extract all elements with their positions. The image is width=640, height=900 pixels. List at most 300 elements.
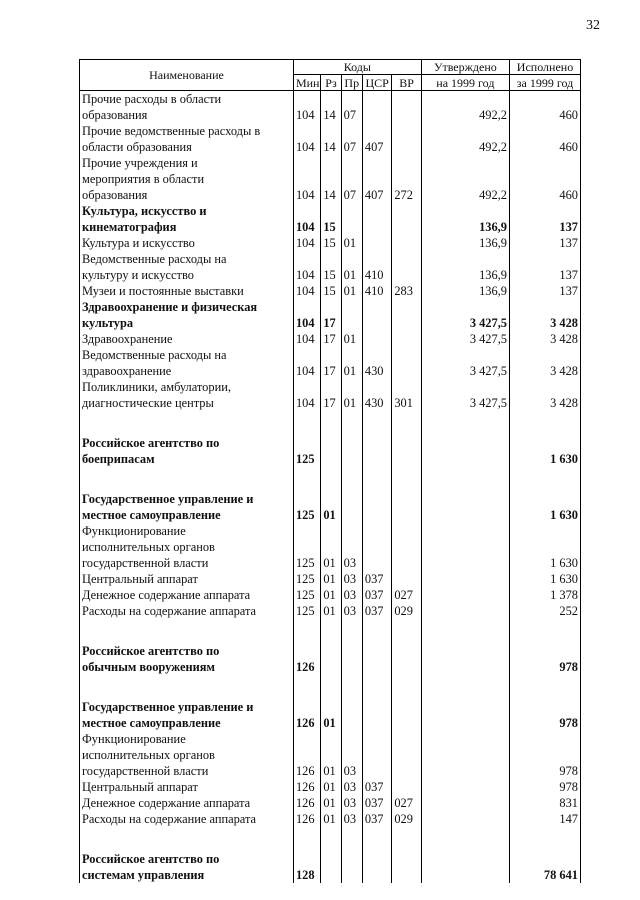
row-name — [80, 435, 294, 467]
cell-executed: 978 — [509, 779, 580, 795]
spacer-cell — [392, 827, 421, 851]
row-name — [80, 643, 294, 675]
cell-csr: 407 — [362, 155, 391, 203]
cell-executed: 978 — [509, 643, 580, 675]
row-name — [80, 235, 294, 251]
cell-executed: 1 630 — [509, 435, 580, 467]
cell-pr — [341, 643, 362, 675]
header-rz: Рз — [321, 75, 341, 91]
table-row — [80, 435, 581, 467]
row-name-line: Государственное управление и — [82, 492, 254, 506]
row-name-line: Расходы на содержание аппарата — [82, 812, 257, 826]
cell-approved — [421, 603, 509, 619]
cell-pr: 01 — [341, 235, 362, 251]
cell-executed: 460 — [509, 155, 580, 203]
cell-approved — [421, 731, 509, 779]
spacer-cell — [421, 619, 509, 643]
spacer-cell — [509, 827, 580, 851]
spacer-cell — [321, 827, 341, 851]
spacer-cell — [362, 827, 391, 851]
row-name-line: системам управления — [82, 868, 205, 882]
cell-vr: 283 — [392, 283, 421, 299]
row-name — [80, 699, 294, 731]
row-name — [80, 795, 294, 811]
cell-rz: 01 — [321, 699, 341, 731]
cell-approved — [421, 643, 509, 675]
cell-executed: 147 — [509, 811, 580, 827]
cell-pr: 03 — [341, 779, 362, 795]
spacer-cell — [362, 411, 391, 435]
cell-pr — [341, 299, 362, 331]
cell-rz: 01 — [321, 811, 341, 827]
row-name — [80, 123, 294, 155]
cell-rz — [321, 851, 341, 883]
row-name — [80, 331, 294, 347]
cell-csr: 410 — [362, 283, 391, 299]
row-name — [80, 779, 294, 795]
cell-executed: 1 630 — [509, 491, 580, 523]
cell-min: 104 — [293, 91, 320, 124]
spacer-cell — [341, 675, 362, 699]
cell-approved — [421, 779, 509, 795]
spacer-cell — [321, 411, 341, 435]
cell-rz: 17 — [321, 379, 341, 411]
cell-csr — [362, 435, 391, 467]
row-name — [80, 155, 294, 203]
header-codes: Коды — [293, 60, 421, 75]
cell-csr — [362, 523, 391, 571]
cell-approved: 136,9 — [421, 203, 509, 235]
cell-approved: 3 427,5 — [421, 331, 509, 347]
cell-pr: 03 — [341, 571, 362, 587]
row-name — [80, 587, 294, 603]
cell-csr — [362, 731, 391, 779]
spacer-row — [80, 675, 581, 699]
row-name — [80, 491, 294, 523]
row-name-line: Музеи и постоянные выставки — [82, 284, 244, 298]
table-row — [80, 283, 581, 299]
cell-csr — [362, 235, 391, 251]
cell-pr — [341, 435, 362, 467]
spacer-cell — [421, 827, 509, 851]
cell-vr — [392, 523, 421, 571]
cell-approved — [421, 851, 509, 883]
row-name-line: Государственное управление и — [82, 700, 254, 714]
spacer-cell — [293, 467, 320, 491]
cell-csr — [362, 851, 391, 883]
spacer-cell — [392, 675, 421, 699]
cell-approved: 492,2 — [421, 91, 509, 124]
cell-vr — [392, 643, 421, 675]
cell-csr — [362, 643, 391, 675]
cell-csr: 037 — [362, 779, 391, 795]
cell-rz: 17 — [321, 331, 341, 347]
spacer-cell — [80, 467, 294, 491]
cell-pr — [341, 491, 362, 523]
cell-rz: 01 — [321, 523, 341, 571]
row-name-line: Ведомственные расходы на — [82, 348, 227, 362]
cell-csr: 407 — [362, 123, 391, 155]
cell-vr — [392, 299, 421, 331]
cell-approved: 136,9 — [421, 235, 509, 251]
spacer-row — [80, 467, 581, 491]
row-name-line: боеприпасам — [82, 452, 155, 466]
cell-rz: 17 — [321, 299, 341, 331]
cell-csr: 430 — [362, 379, 391, 411]
table-row — [80, 731, 581, 779]
cell-approved — [421, 491, 509, 523]
cell-min: 128 — [293, 851, 320, 883]
table-row — [80, 379, 581, 411]
table-row — [80, 91, 581, 124]
cell-executed: 78 641 — [509, 851, 580, 883]
row-name-line: Культура и искусство — [82, 236, 195, 250]
spacer-cell — [509, 411, 580, 435]
cell-csr — [362, 203, 391, 235]
cell-min: 125 — [293, 491, 320, 523]
row-name-line: образования — [82, 108, 148, 122]
cell-vr: 301 — [392, 379, 421, 411]
row-name-line: местное самоуправление — [82, 716, 221, 730]
header-executed-line1: Исполнено — [509, 60, 580, 75]
spacer-cell — [293, 411, 320, 435]
row-name — [80, 251, 294, 283]
row-name-line: исполнительных органов — [82, 540, 215, 554]
cell-min: 126 — [293, 779, 320, 795]
row-name-line: Российское агентство по — [82, 644, 220, 658]
spacer-cell — [321, 619, 341, 643]
cell-vr — [392, 731, 421, 779]
cell-executed: 137 — [509, 251, 580, 283]
cell-min: 104 — [293, 251, 320, 283]
cell-pr: 03 — [341, 587, 362, 603]
cell-pr: 03 — [341, 731, 362, 779]
cell-csr — [362, 699, 391, 731]
cell-csr: 037 — [362, 795, 391, 811]
row-name-line: кинематография — [82, 220, 177, 234]
cell-min: 126 — [293, 731, 320, 779]
cell-approved — [421, 571, 509, 587]
row-name-line: культура — [82, 316, 134, 330]
table-row — [80, 643, 581, 675]
cell-csr — [362, 299, 391, 331]
row-name — [80, 347, 294, 379]
table-row — [80, 811, 581, 827]
cell-rz: 14 — [321, 91, 341, 124]
cell-min: 104 — [293, 203, 320, 235]
row-name-line: обычным вооружениям — [82, 660, 215, 674]
spacer-cell — [392, 411, 421, 435]
cell-pr: 07 — [341, 123, 362, 155]
row-name-line: Поликлиники, амбулатории, — [82, 380, 231, 394]
cell-rz — [321, 643, 341, 675]
cell-executed: 1 378 — [509, 587, 580, 603]
cell-vr — [392, 91, 421, 124]
cell-pr: 03 — [341, 811, 362, 827]
row-name-line: Здравоохранение — [82, 332, 173, 346]
cell-rz: 15 — [321, 235, 341, 251]
cell-vr — [392, 203, 421, 235]
cell-pr: 03 — [341, 795, 362, 811]
cell-min: 104 — [293, 347, 320, 379]
cell-min: 126 — [293, 643, 320, 675]
table-body — [80, 91, 581, 884]
spacer-cell — [80, 675, 294, 699]
cell-rz: 17 — [321, 347, 341, 379]
table-row — [80, 699, 581, 731]
row-name — [80, 731, 294, 779]
spacer-row — [80, 827, 581, 851]
cell-pr: 01 — [341, 379, 362, 411]
cell-executed: 252 — [509, 603, 580, 619]
row-name-line: образования — [82, 188, 148, 202]
cell-csr: 037 — [362, 587, 391, 603]
table-row — [80, 523, 581, 571]
cell-executed: 978 — [509, 699, 580, 731]
cell-min: 104 — [293, 331, 320, 347]
table-row — [80, 155, 581, 203]
spacer-cell — [509, 619, 580, 643]
cell-executed: 1 630 — [509, 571, 580, 587]
cell-approved: 136,9 — [421, 251, 509, 283]
cell-pr — [341, 699, 362, 731]
spacer-cell — [293, 675, 320, 699]
cell-csr: 037 — [362, 571, 391, 587]
table-row — [80, 331, 581, 347]
spacer-cell — [362, 467, 391, 491]
spacer-cell — [421, 675, 509, 699]
cell-executed: 137 — [509, 235, 580, 251]
cell-approved — [421, 795, 509, 811]
row-name — [80, 523, 294, 571]
row-name-line: исполнительных органов — [82, 748, 215, 762]
cell-rz: 01 — [321, 491, 341, 523]
table-row — [80, 235, 581, 251]
cell-vr: 029 — [392, 603, 421, 619]
row-name-line: Прочие учреждения и — [82, 156, 198, 170]
header-executed-line2: за 1999 год — [509, 75, 580, 91]
cell-pr: 01 — [341, 283, 362, 299]
cell-csr: 430 — [362, 347, 391, 379]
cell-approved: 3 427,5 — [421, 299, 509, 331]
header-min: Мин — [293, 75, 320, 91]
cell-approved: 492,2 — [421, 123, 509, 155]
cell-executed: 460 — [509, 123, 580, 155]
spacer-cell — [362, 619, 391, 643]
cell-pr: 03 — [341, 523, 362, 571]
spacer-cell — [80, 411, 294, 435]
table-row — [80, 491, 581, 523]
row-name-line: Российское агентство по — [82, 852, 220, 866]
cell-rz: 14 — [321, 155, 341, 203]
row-name-line: Функционирование — [82, 732, 186, 746]
spacer-cell — [392, 467, 421, 491]
cell-rz: 15 — [321, 251, 341, 283]
row-name — [80, 379, 294, 411]
row-name-line: Прочие ведомственные расходы в — [82, 124, 261, 138]
row-name-line: Прочие расходы в области — [82, 92, 222, 106]
cell-executed: 1 630 — [509, 523, 580, 571]
row-name-line: Центральный аппарат — [82, 780, 198, 794]
row-name — [80, 571, 294, 587]
row-name-line: Расходы на содержание аппарата — [82, 604, 257, 618]
cell-approved — [421, 811, 509, 827]
table-row — [80, 795, 581, 811]
table-row — [80, 603, 581, 619]
spacer-cell — [321, 467, 341, 491]
spacer-cell — [421, 467, 509, 491]
row-name-line: культуру и искусство — [82, 268, 194, 282]
cell-vr — [392, 123, 421, 155]
cell-approved: 3 427,5 — [421, 347, 509, 379]
cell-pr: 01 — [341, 347, 362, 379]
cell-pr: 01 — [341, 331, 362, 347]
header-vr: ВР — [392, 75, 421, 91]
cell-executed: 3 428 — [509, 331, 580, 347]
cell-executed: 3 428 — [509, 347, 580, 379]
cell-min: 104 — [293, 283, 320, 299]
row-name-line: Функционирование — [82, 524, 186, 538]
table-row — [80, 779, 581, 795]
spacer-cell — [509, 675, 580, 699]
cell-approved — [421, 435, 509, 467]
table-header — [80, 60, 581, 91]
cell-executed: 137 — [509, 283, 580, 299]
cell-vr — [392, 251, 421, 283]
cell-rz: 01 — [321, 779, 341, 795]
cell-pr: 01 — [341, 251, 362, 283]
row-name — [80, 811, 294, 827]
cell-pr: 07 — [341, 91, 362, 124]
row-name-line: местное самоуправление — [82, 508, 221, 522]
cell-csr: 037 — [362, 811, 391, 827]
row-name-line: Российское агентство по — [82, 436, 220, 450]
cell-rz: 01 — [321, 795, 341, 811]
row-name-line: Здравоохранение и физическая — [82, 300, 258, 314]
cell-min: 125 — [293, 523, 320, 571]
cell-min: 104 — [293, 235, 320, 251]
row-name — [80, 851, 294, 883]
cell-rz — [321, 435, 341, 467]
header-csr: ЦСР — [362, 75, 391, 91]
table-row — [80, 299, 581, 331]
spacer-cell — [80, 827, 294, 851]
cell-approved — [421, 699, 509, 731]
cell-approved: 492,2 — [421, 155, 509, 203]
spacer-cell — [509, 467, 580, 491]
cell-executed: 978 — [509, 731, 580, 779]
table-row — [80, 851, 581, 883]
cell-vr — [392, 331, 421, 347]
table-row — [80, 251, 581, 283]
cell-approved: 3 427,5 — [421, 379, 509, 411]
header-approved-line2: на 1999 год — [421, 75, 509, 91]
row-name — [80, 603, 294, 619]
table-row — [80, 571, 581, 587]
spacer-row — [80, 619, 581, 643]
cell-rz: 01 — [321, 731, 341, 779]
cell-min: 125 — [293, 587, 320, 603]
row-name-line: Культура, искусство и — [82, 204, 207, 218]
cell-rz: 01 — [321, 587, 341, 603]
cell-vr — [392, 347, 421, 379]
spacer-cell — [293, 827, 320, 851]
spacer-cell — [341, 467, 362, 491]
cell-csr: 037 — [362, 603, 391, 619]
table-row — [80, 123, 581, 155]
spacer-cell — [293, 619, 320, 643]
cell-min: 126 — [293, 795, 320, 811]
cell-min: 126 — [293, 699, 320, 731]
cell-vr — [392, 779, 421, 795]
row-name — [80, 203, 294, 235]
cell-rz: 01 — [321, 603, 341, 619]
header-name: Наименование — [80, 60, 294, 91]
cell-csr — [362, 91, 391, 124]
spacer-cell — [80, 619, 294, 643]
table-row — [80, 587, 581, 603]
cell-min: 104 — [293, 379, 320, 411]
cell-rz: 01 — [321, 571, 341, 587]
cell-min: 125 — [293, 435, 320, 467]
row-name-line: Ведомственные расходы на — [82, 252, 227, 266]
cell-min: 125 — [293, 603, 320, 619]
row-name — [80, 91, 294, 124]
spacer-cell — [392, 619, 421, 643]
cell-executed: 3 428 — [509, 299, 580, 331]
cell-vr: 029 — [392, 811, 421, 827]
cell-min: 104 — [293, 299, 320, 331]
page-number: 32 — [586, 18, 600, 33]
header-approved-line1: Утверждено — [421, 60, 509, 75]
cell-vr — [392, 491, 421, 523]
table-row — [80, 347, 581, 379]
cell-pr — [341, 203, 362, 235]
cell-vr: 027 — [392, 795, 421, 811]
cell-pr: 07 — [341, 155, 362, 203]
cell-vr — [392, 435, 421, 467]
row-name-line: области образования — [82, 140, 192, 154]
row-name-line: здравоохранение — [82, 364, 172, 378]
cell-vr: 272 — [392, 155, 421, 203]
spacer-cell — [421, 411, 509, 435]
cell-executed: 3 428 — [509, 379, 580, 411]
cell-vr — [392, 571, 421, 587]
cell-min: 126 — [293, 811, 320, 827]
cell-approved — [421, 523, 509, 571]
cell-csr — [362, 331, 391, 347]
cell-executed: 460 — [509, 91, 580, 124]
budget-table — [79, 59, 581, 883]
row-name — [80, 283, 294, 299]
table-row — [80, 203, 581, 235]
row-name — [80, 299, 294, 331]
cell-min: 125 — [293, 571, 320, 587]
cell-vr — [392, 851, 421, 883]
cell-rz: 15 — [321, 283, 341, 299]
cell-pr: 03 — [341, 603, 362, 619]
header-pr: Пр — [341, 75, 362, 91]
cell-csr: 410 — [362, 251, 391, 283]
row-name-line: государственной власти — [82, 556, 209, 570]
row-name-line: диагностические центры — [82, 396, 214, 410]
spacer-cell — [341, 619, 362, 643]
cell-csr — [362, 491, 391, 523]
cell-executed: 137 — [509, 203, 580, 235]
row-name-line: Центральный аппарат — [82, 572, 198, 586]
cell-vr — [392, 235, 421, 251]
cell-approved: 136,9 — [421, 283, 509, 299]
